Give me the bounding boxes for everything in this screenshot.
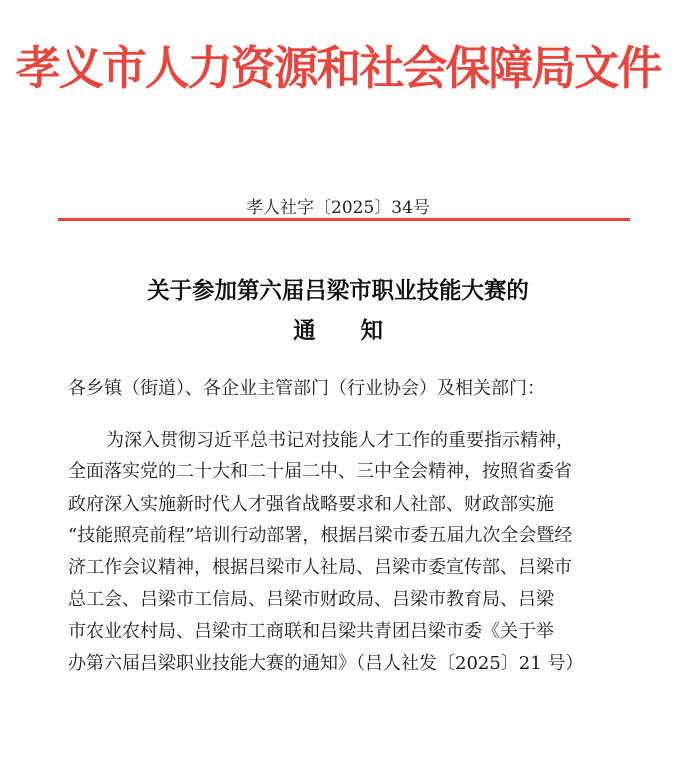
paragraph-line: 办第六届吕梁职业技能大赛的通知》（吕人社发〔2025〕21 号）: [68, 653, 584, 674]
notice-title-line-1: 关于参加第六届吕梁市职业技能大赛的: [147, 277, 529, 304]
salutation: 各乡镇（街道）、各企业主管部门（行业协会）及相关部门：: [68, 378, 545, 399]
paragraph-line: 为深入贯彻习近平总书记对技能人才工作的重要指示精神，: [106, 430, 574, 451]
paragraph-line: 总工会、吕梁市工信局、吕梁市财政局、吕梁市教育局、吕梁: [68, 589, 554, 610]
paragraph-line: 市农业农村局、吕梁市工商联和吕梁共青团吕梁市委《关于举: [68, 621, 554, 642]
paragraph-line: “技能照亮前程”培训行动部署，根据吕梁市委五届九次全会暨经: [68, 525, 573, 546]
red-divider-line: [58, 218, 630, 221]
notice-title-char-2: 知: [360, 317, 383, 344]
document-number: 孝人社字〔2025〕34号: [246, 198, 430, 218]
notice-title-char-1: 通: [293, 317, 316, 344]
paragraph-line: 全面落实党的二十大和二十届二中、三中全会精神，按照省委省: [68, 461, 572, 482]
paragraph-line: 济工作会议精神，根据吕梁市人社局、吕梁市委宣传部、吕梁市: [68, 557, 572, 578]
agency-header-title: 孝义市人力资源和社会保障局文件: [15, 41, 661, 95]
paragraph-line: 政府深入实施新时代人才强省战略要求和人社部、财政部实施: [68, 494, 554, 515]
notice-title-line-2: [8, 316, 668, 346]
